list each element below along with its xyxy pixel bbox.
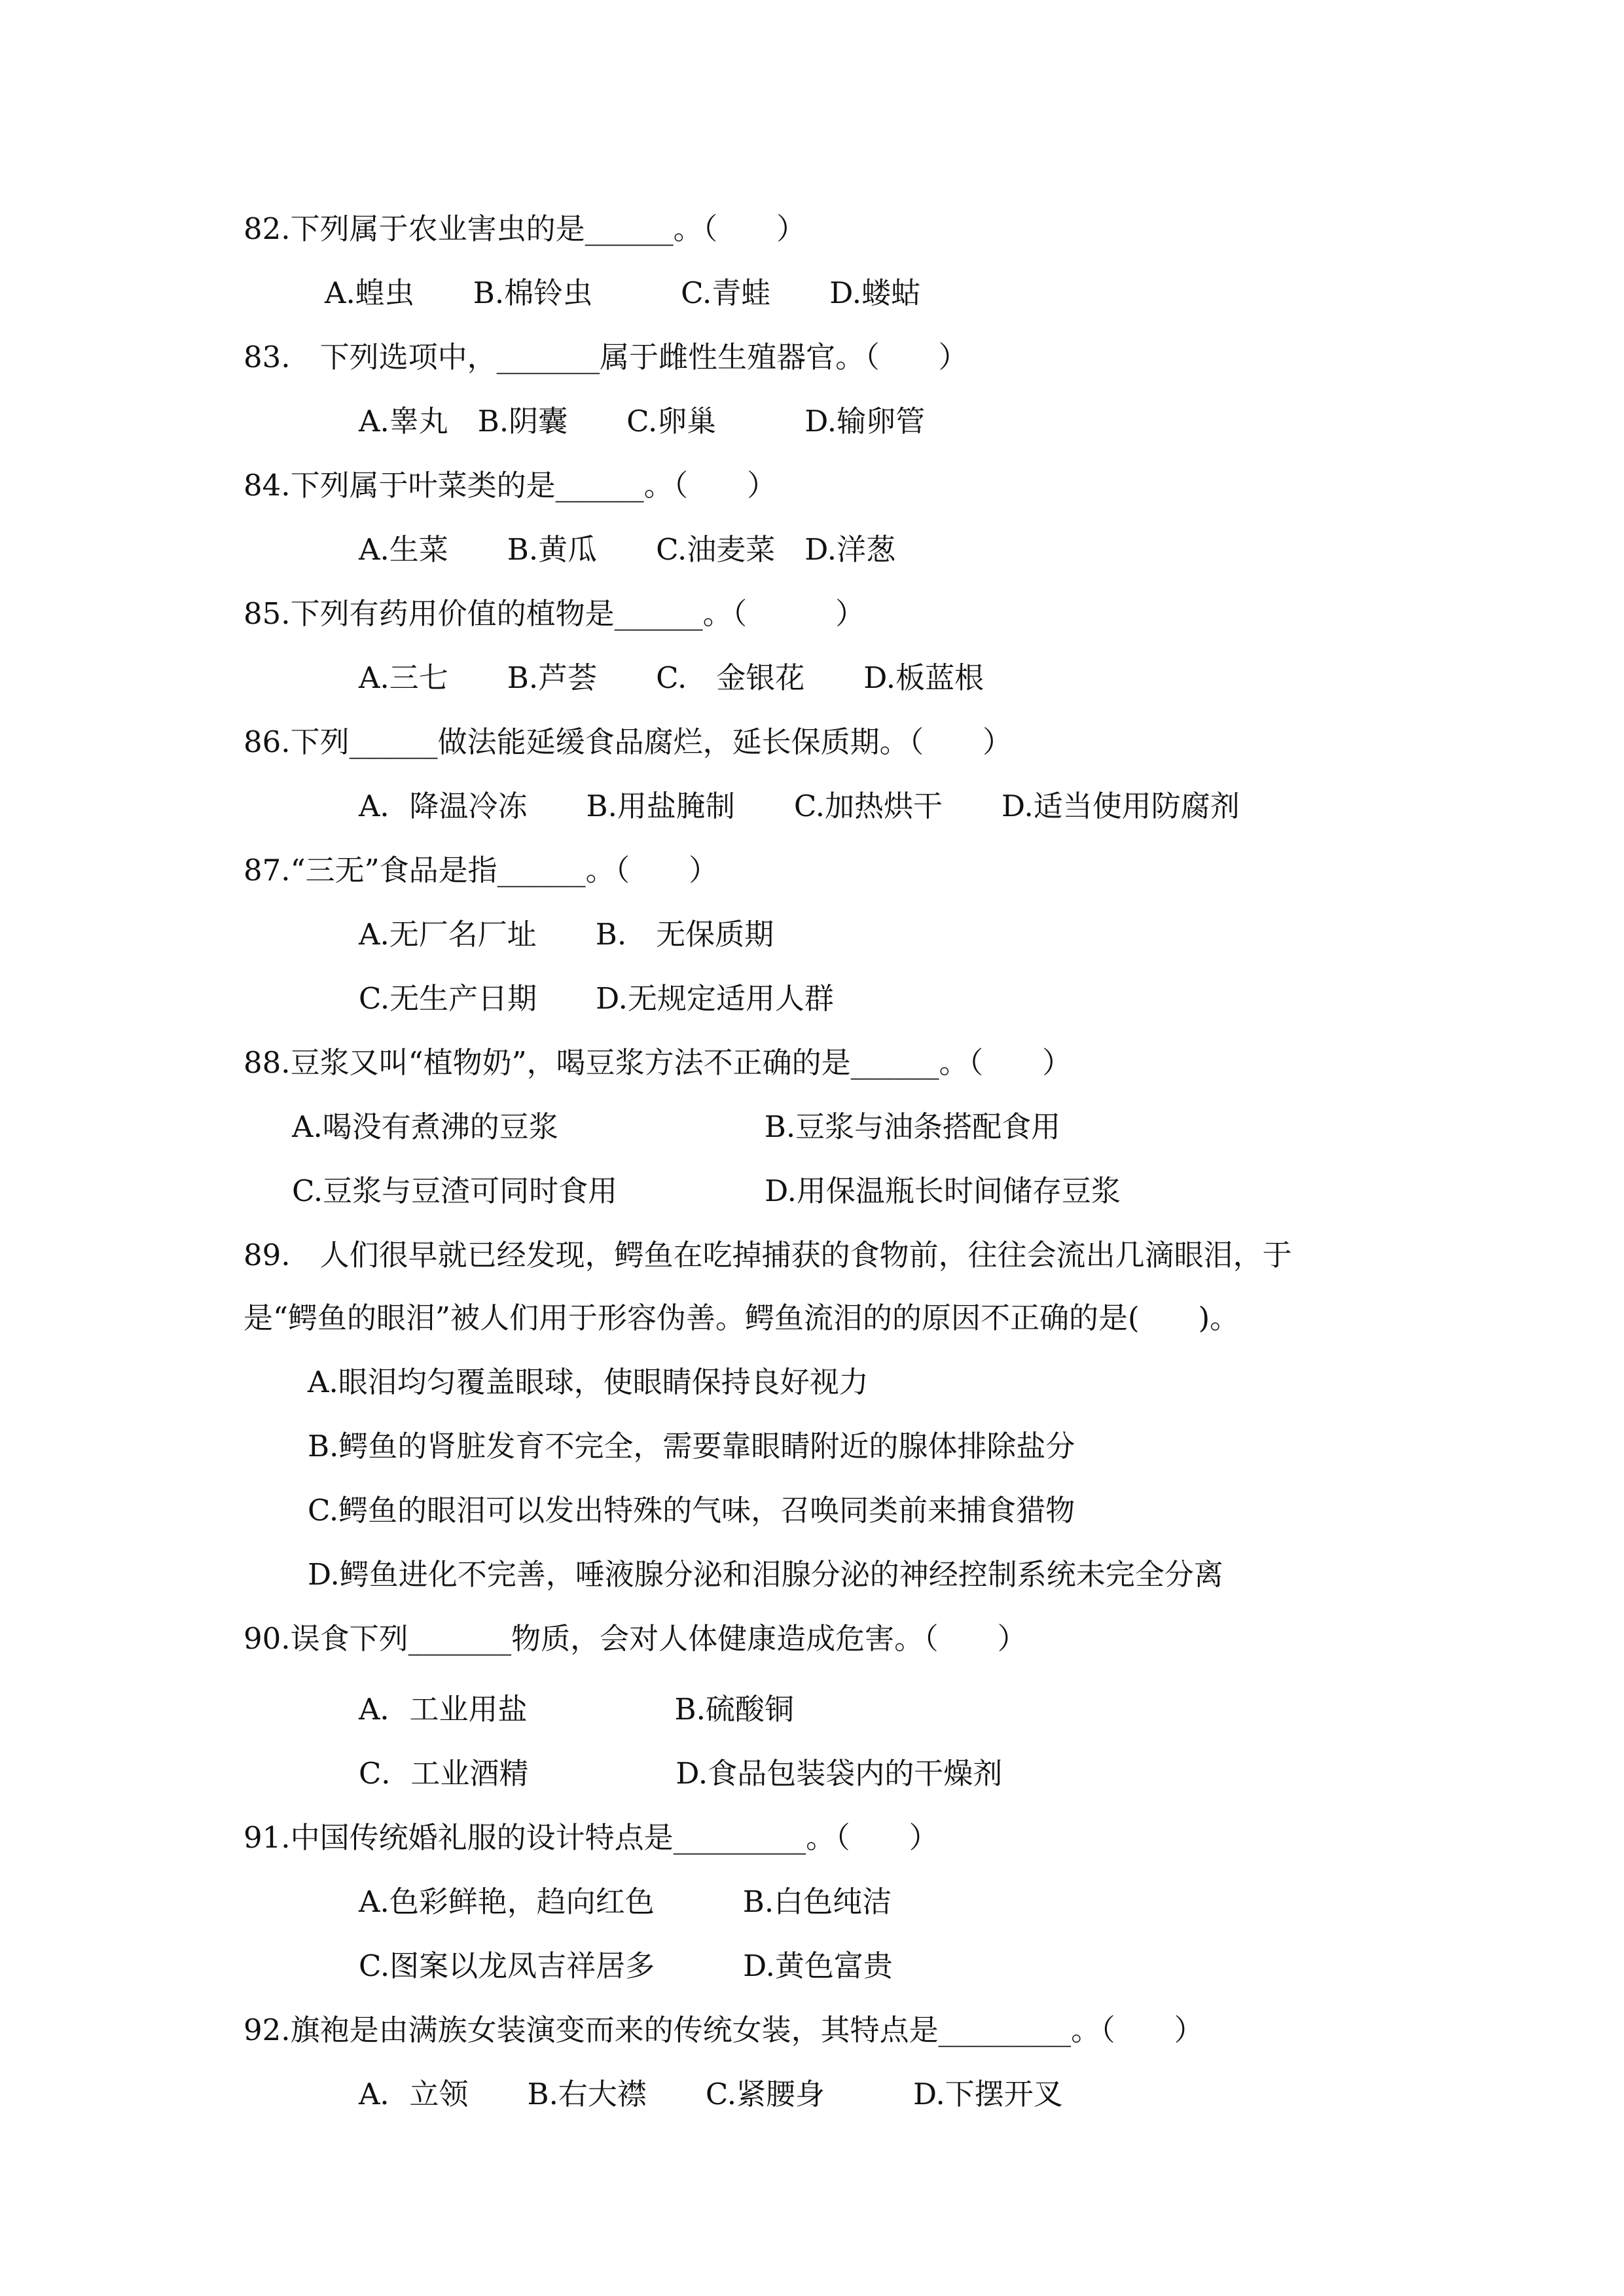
q91-options-ab: A.色彩鲜艳，趋向红色 B.白色纯洁 xyxy=(359,1884,892,1919)
q87-options-cd: C.无生产日期 D.无规定适用人群 xyxy=(359,981,834,1016)
q88-options-ab: A.喝没有煮沸的豆浆 B.豆浆与油条搭配食用 xyxy=(292,1109,1061,1144)
q91-stem: 91.中国传统婚礼服的设计特点是_________。（ ） xyxy=(244,1820,939,1855)
q92-options: A．立领 B.右大襟 C.紧腰身 D.下摆开叉 xyxy=(359,2077,1063,2111)
q91-options-cd: C.图案以龙凤吉祥居多 D.黄色富贵 xyxy=(359,1948,893,1983)
q89-option-d: D.鳄鱼进化不完善，唾液腺分泌和泪腺分泌的神经控制系统未完全分离 xyxy=(308,1557,1223,1592)
q90-options-cd: C．工业酒精 D.食品包装袋内的干燥剂 xyxy=(359,1756,1003,1791)
q82-stem: 82.下列属于农业害虫的是______。（ ） xyxy=(244,211,806,246)
q89-stem-line-2: 是“鳄鱼的眼泪”被人们用于形容伪善。鳄鱼流泪的的原因不正确的是( )。 xyxy=(244,1300,1240,1335)
q90-stem: 90.误食下列_______物质，会对人体健康造成危害。（ ） xyxy=(244,1621,1027,1656)
q85-options: A.三七 B.芦荟 C. 金银花 D.板蓝根 xyxy=(359,660,984,695)
q85-stem: 85.下列有药用价值的植物是______。（ ） xyxy=(244,596,865,631)
q87-options-ab: A.无厂名厂址 B. 无保质期 xyxy=(359,917,774,952)
q86-options: A．降温冷冻 B.用盐腌制 C.加热烘干 D.适当使用防腐剂 xyxy=(359,789,1240,823)
q92-stem: 92.旗袍是由满族女装演变而来的传统女装，其特点是_________。（ ） xyxy=(244,2013,1204,2047)
q83-stem: 83. 下列选项中，_______属于雌性生殖器官。（ ） xyxy=(244,340,968,374)
q89-option-b: B.鳄鱼的肾脏发育不完全，需要靠眼睛附近的腺体排除盐分 xyxy=(308,1429,1075,1463)
q82-options: A.蝗虫 B.棉铃虫 C.青蛙 D.蝼蛄 xyxy=(325,276,921,310)
q84-options: A.生菜 B.黄瓜 C.油麦菜 D.洋葱 xyxy=(359,532,896,567)
q89-stem-line-1: 89. 人们很早就已经发现，鳄鱼在吃掉捕获的食物前，往往会流出几滴眼泪，于 xyxy=(244,1238,1292,1272)
q84-stem: 84.下列属于叶菜类的是______。（ ） xyxy=(244,468,777,503)
q90-options-ab: A．工业用盐 B.硫酸铜 xyxy=(359,1692,794,1727)
q87-stem: 87.“三无”食品是指______。（ ） xyxy=(244,853,719,888)
q88-options-cd: C.豆浆与豆渣可同时食用 D.用保温瓶长时间储存豆浆 xyxy=(292,1174,1121,1208)
q83-options: A.睾丸 B.阴囊 C.卵巢 D.输卵管 xyxy=(359,404,926,439)
q88-stem: 88.豆浆又叫“植物奶”，喝豆浆方法不正确的是______。（ ） xyxy=(244,1045,1072,1080)
q89-option-c: C.鳄鱼的眼泪可以发出特殊的气味，召唤同类前来捕食猎物 xyxy=(308,1493,1075,1528)
q86-stem: 86.下列______做法能延缓食品腐烂，延长保质期。（ ） xyxy=(244,725,1013,759)
q89-option-a: A.眼泪均匀覆盖眼球，使眼睛保持良好视力 xyxy=(308,1365,869,1399)
